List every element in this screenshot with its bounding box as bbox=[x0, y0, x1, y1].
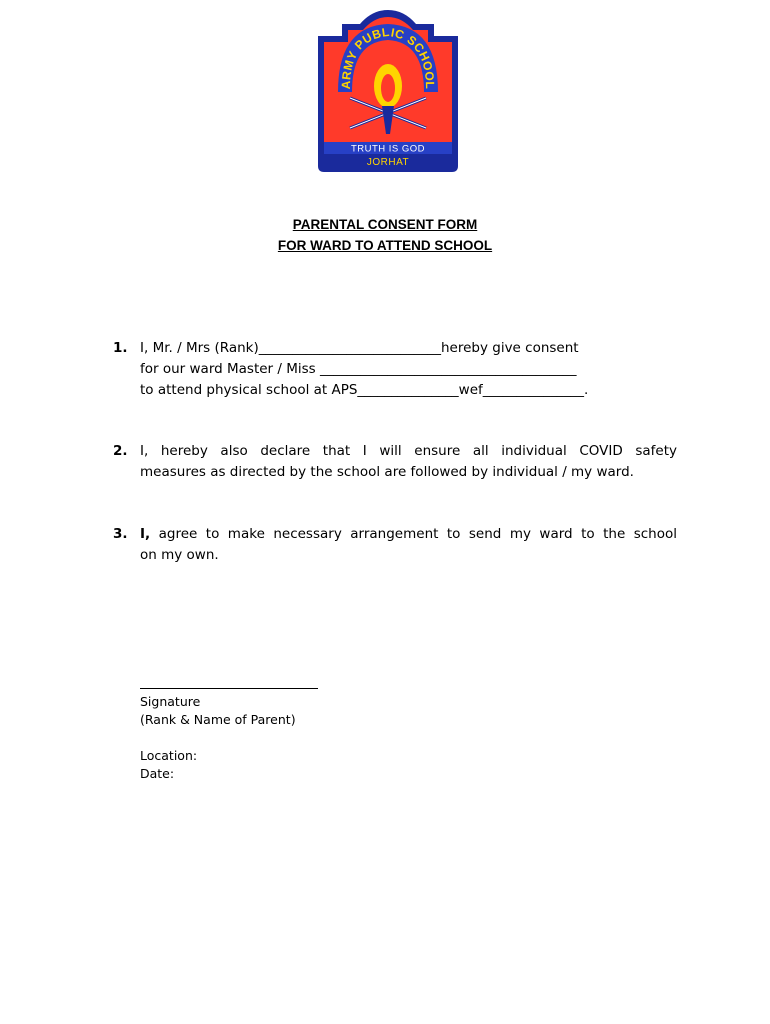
signature-label: Signature bbox=[140, 694, 201, 709]
item-1-line-3: to attend physical school at APS_______________wef_______________. bbox=[140, 382, 589, 398]
item-number: 1. bbox=[113, 340, 128, 356]
form-title: PARENTAL CONSENT FORM bbox=[292, 217, 478, 232]
item-3-line-2: on my own. bbox=[140, 547, 219, 563]
item-number: 2. bbox=[113, 443, 128, 459]
date-label: Date: bbox=[140, 766, 175, 781]
item-1-line-2: for our ward Master / Miss ______________________________________ bbox=[140, 361, 577, 377]
consent-item-3 bbox=[113, 524, 677, 566]
crest-location: JORHAT bbox=[366, 157, 410, 168]
item-3-lead: I, bbox=[140, 526, 151, 542]
location-label: Location: bbox=[140, 748, 198, 763]
signature-block bbox=[140, 678, 318, 783]
consent-item-1 bbox=[113, 338, 677, 401]
crest-motto: TRUTH IS GOD bbox=[350, 143, 426, 155]
item-1-line-1: I, Mr. / Mrs (Rank)___________________________hereby give consent bbox=[140, 340, 579, 356]
form-subtitle: FOR WARD TO ATTEND SCHOOL bbox=[277, 238, 493, 253]
form-title-block bbox=[0, 214, 770, 256]
item-number: 3. bbox=[113, 526, 128, 542]
signature-line[interactable] bbox=[140, 688, 318, 689]
item-2-line-2: measures as directed by the school are followed by individual / my ward. bbox=[140, 464, 634, 480]
school-crest-logo bbox=[316, 10, 460, 174]
signature-sublabel: (Rank & Name of Parent) bbox=[140, 712, 296, 727]
consent-item-2 bbox=[113, 441, 677, 483]
item-3-line-1: agree to make necessary arrangement to send my ward to the school bbox=[150, 526, 677, 542]
item-2-line-1: I, hereby also declare that I will ensure all individual COVID safety bbox=[140, 443, 677, 459]
crest-school-name: ARMY PUBLIC SCHOOL bbox=[338, 24, 438, 90]
